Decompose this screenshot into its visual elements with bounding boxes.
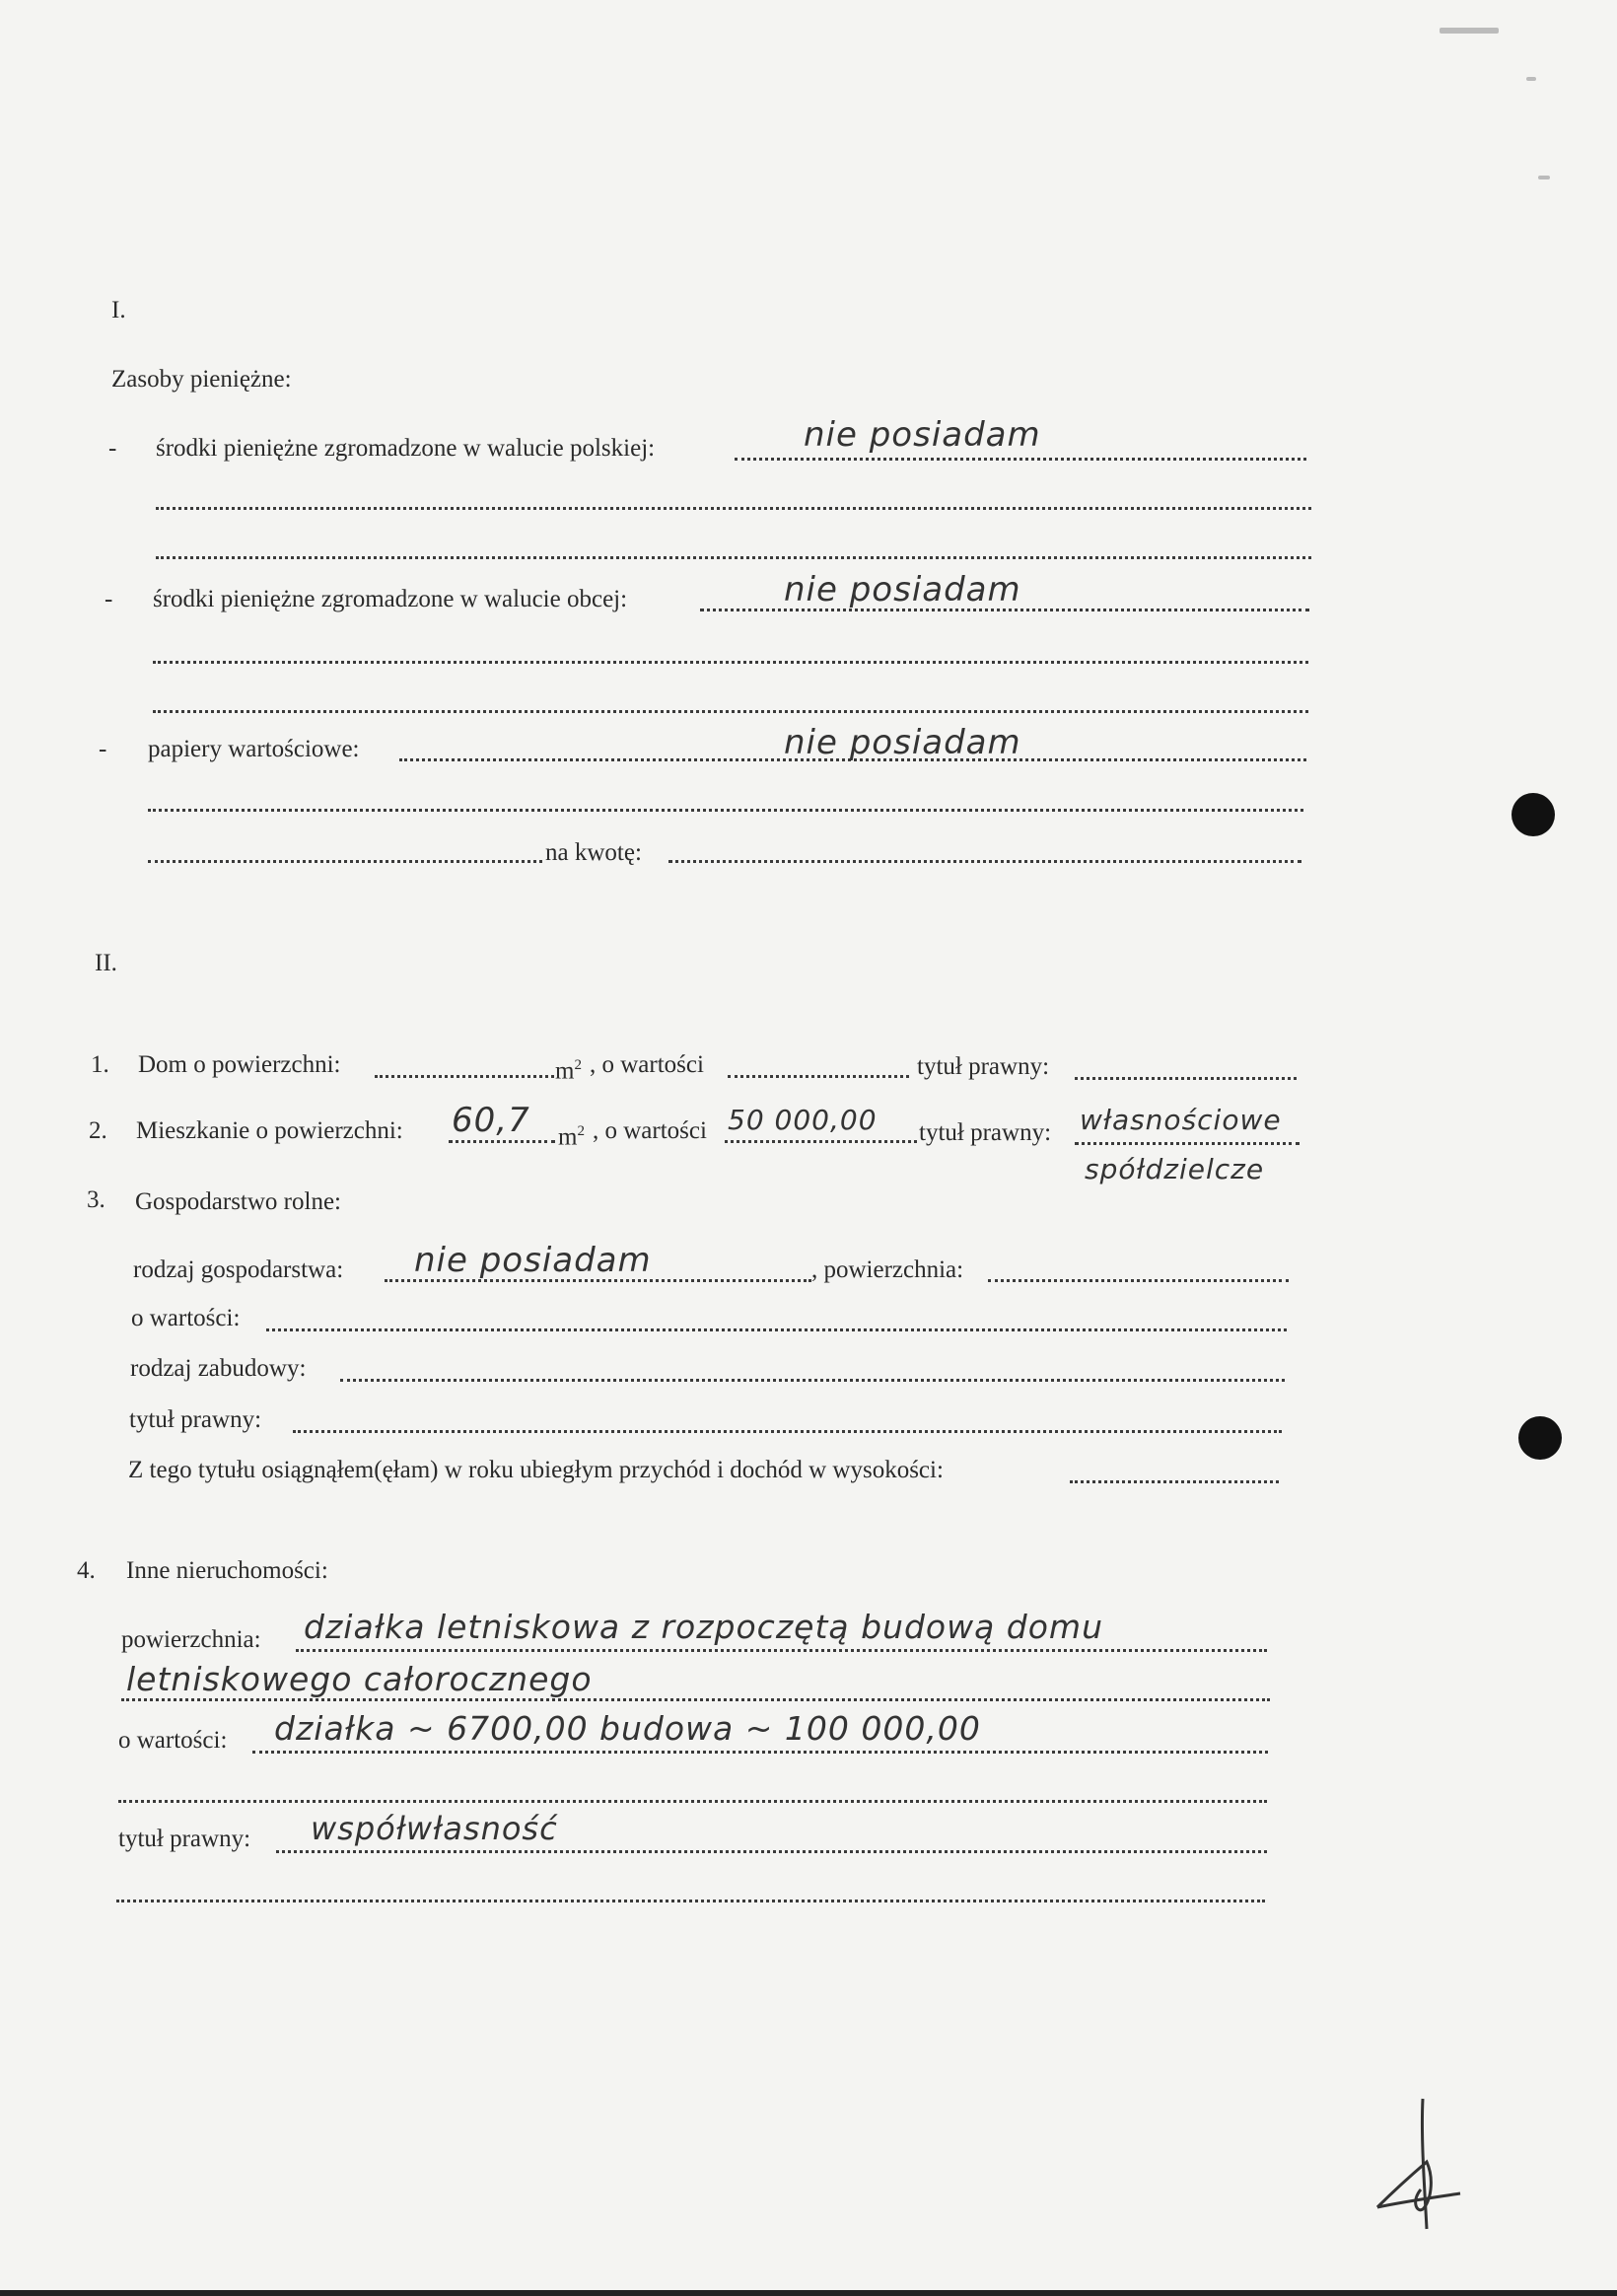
house-number: 1. <box>91 1051 109 1078</box>
foreign-funds-field-line-2[interactable] <box>153 661 1308 664</box>
other-title-label: tytuł prawny: <box>118 1826 251 1852</box>
flat-area-unit: $m^2$ <box>558 1123 585 1151</box>
securities-field-line-2[interactable] <box>148 809 1303 812</box>
farm-income-field[interactable] <box>1070 1480 1279 1483</box>
flat-value: 50 000,00 <box>728 1104 878 1136</box>
house-value-field[interactable] <box>728 1075 909 1078</box>
flat-number: 2. <box>89 1117 107 1144</box>
pln-funds-field[interactable] <box>735 458 1306 461</box>
securities-label: papiery wartościowe: <box>148 736 360 762</box>
farm-label: Gospodarstwo rolne: <box>135 1188 341 1215</box>
other-label: Inne nieruchomości: <box>126 1557 328 1584</box>
other-value-label: o wartości: <box>118 1727 228 1754</box>
farm-type-label: rodzaj gospodarstwa: <box>133 1256 344 1283</box>
other-area-label: powierzchnia: <box>121 1626 261 1653</box>
amount-label: na kwotę: <box>545 839 642 866</box>
punch-hole <box>1518 1416 1562 1460</box>
section-2-heading: II. <box>95 950 117 976</box>
house-title-label: tytuł prawny: <box>917 1053 1050 1080</box>
house-area-label: Dom o powierzchni: <box>138 1051 341 1078</box>
flat-title-value-1: własnościowe <box>1080 1104 1282 1136</box>
other-title-value: współwłasność <box>311 1810 558 1847</box>
other-value: działka ~ 6700,00 budowa ~ 100 000,00 <box>274 1709 981 1748</box>
flat-area-value: 60,7 <box>452 1101 530 1140</box>
farm-area-field[interactable] <box>988 1279 1289 1282</box>
farm-title-field[interactable] <box>293 1430 1282 1433</box>
amount-field[interactable] <box>668 860 1301 863</box>
farm-value-label: o wartości: <box>131 1305 241 1331</box>
other-area-field-line-2[interactable] <box>121 1698 1270 1701</box>
pln-funds-label: środki pieniężne zgromadzone w walucie polskiej: <box>156 435 656 462</box>
bullet: - <box>105 586 113 612</box>
securities-field-line-3[interactable] <box>148 860 542 863</box>
farm-title-label: tytuł prawny: <box>129 1406 262 1433</box>
section-1-title: Zasoby pieniężne: <box>111 366 292 393</box>
other-area-value-1: działka letniskowa z rozpoczętą budową domu <box>304 1608 1103 1646</box>
house-area-unit: $m^2$ <box>555 1057 582 1085</box>
house-title-field[interactable] <box>1075 1077 1297 1080</box>
farm-income-label: Z tego tytułu osiągnąłem(ęłam) w roku ubiegłym przychód i dochód w wysokości: <box>128 1457 944 1483</box>
farm-type-value: nie posiadam <box>414 1241 652 1280</box>
other-area-field[interactable] <box>296 1649 1267 1652</box>
bullet: - <box>108 435 117 462</box>
scan-speck <box>1526 77 1536 81</box>
foreign-funds-field-line-3[interactable] <box>153 710 1308 713</box>
scan-bottom-edge <box>0 2290 1617 2296</box>
flat-value-field[interactable] <box>725 1140 917 1143</box>
house-area-field[interactable] <box>375 1075 554 1078</box>
farm-value-field[interactable] <box>266 1328 1287 1331</box>
securities-value: nie posiadam <box>784 723 1021 762</box>
flat-value-label: , o wartości <box>593 1117 707 1144</box>
flat-area-label: Mieszkanie o powierzchni: <box>136 1117 403 1144</box>
pln-funds-field-line-2[interactable] <box>156 507 1311 510</box>
pln-funds-value: nie posiadam <box>804 415 1041 455</box>
foreign-funds-label: środki pieniężne zgromadzone w walucie obcej: <box>153 586 628 612</box>
scan-speck <box>1538 176 1550 179</box>
punch-hole <box>1512 793 1555 836</box>
farm-number: 3. <box>87 1186 105 1213</box>
flat-title-field[interactable] <box>1075 1142 1300 1145</box>
other-title-field[interactable] <box>276 1850 1267 1853</box>
signature-initials <box>1366 2091 1474 2239</box>
house-value-label: , o wartości <box>590 1051 704 1078</box>
other-number: 4. <box>77 1557 96 1584</box>
flat-title-value-2: spółdzielcze <box>1085 1153 1265 1185</box>
bullet: - <box>99 736 107 762</box>
farm-area-label: , powierzchnia: <box>811 1256 964 1283</box>
other-value-field[interactable] <box>252 1751 1268 1754</box>
flat-area-field[interactable] <box>449 1140 555 1143</box>
foreign-funds-value: nie posiadam <box>784 570 1021 610</box>
other-value-field-line-2[interactable] <box>118 1800 1267 1803</box>
section-1-heading: I. <box>111 297 126 323</box>
farm-buildings-label: rodzaj zabudowy: <box>130 1355 307 1382</box>
farm-buildings-field[interactable] <box>340 1379 1285 1382</box>
scan-speck <box>1440 28 1499 34</box>
flat-title-label: tytuł prawny: <box>919 1119 1052 1146</box>
pln-funds-field-line-3[interactable] <box>156 556 1311 559</box>
other-title-field-line-2[interactable] <box>116 1900 1265 1902</box>
other-area-value-2: letniskowego całorocznego <box>126 1660 593 1698</box>
